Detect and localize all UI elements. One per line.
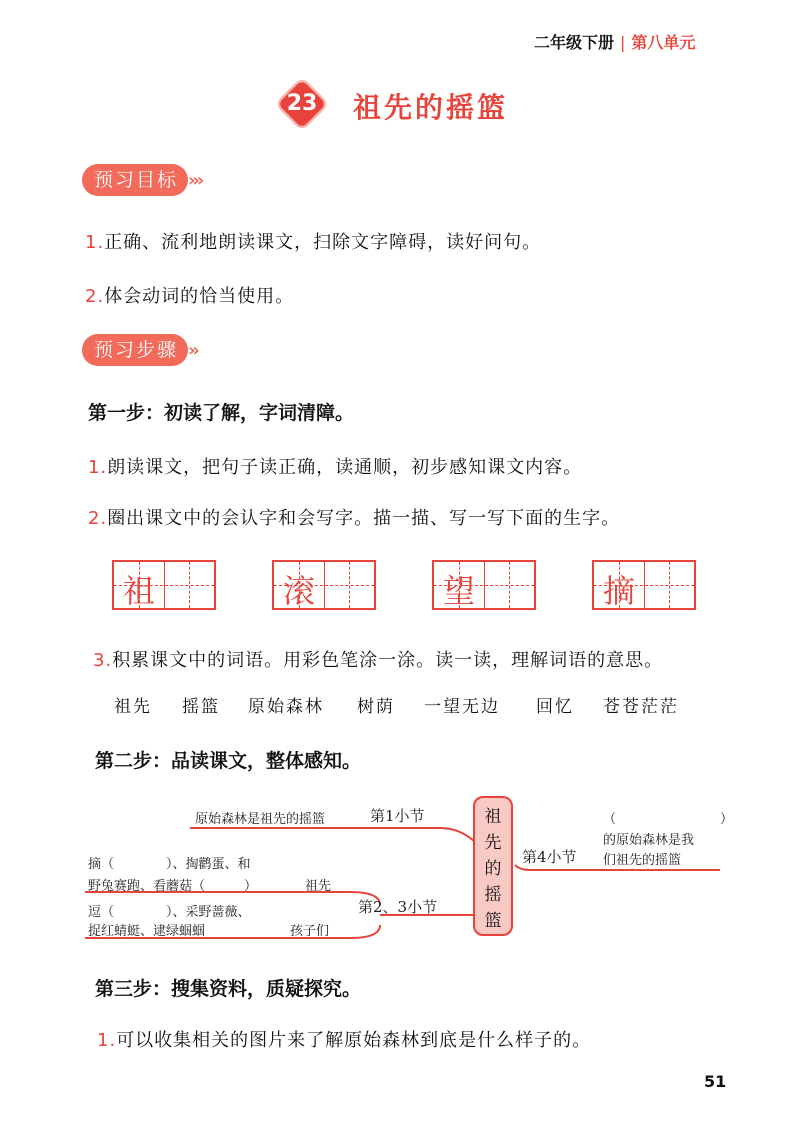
branch-1-label: 第1小节 bbox=[370, 807, 425, 825]
step3-title: 第三步：搜集资料，质疑探究。 bbox=[95, 978, 362, 1000]
writing-grid[interactable] bbox=[272, 560, 376, 610]
vocab-word: 树荫 bbox=[357, 697, 395, 717]
vocab-word: 一望无边 bbox=[424, 697, 500, 717]
step3-item-1 bbox=[97, 1026, 591, 1052]
writing-grid[interactable] bbox=[112, 560, 216, 610]
step1-item-2 bbox=[88, 504, 620, 530]
chevrons-right-icon: ›› bbox=[188, 339, 197, 361]
step1-title: 第一步：初读了解，字词清障。 bbox=[88, 402, 355, 424]
grid-divider bbox=[484, 562, 485, 608]
item-text: 积累课文中的词语。用彩色笔涂一涂。读一读，理解词语的意思。 bbox=[112, 650, 664, 671]
branch-4-blank[interactable]: （ ） bbox=[603, 812, 734, 827]
grid-guide bbox=[189, 562, 190, 608]
goal-item-2 bbox=[85, 282, 294, 308]
branch-23-line-1: 摘（ ）、掏鹳蛋、和 bbox=[88, 857, 251, 872]
grid-guide bbox=[349, 562, 350, 608]
step1-item-1 bbox=[88, 453, 582, 479]
grid-guide bbox=[509, 562, 510, 608]
item-number: 3. bbox=[93, 650, 113, 671]
goal-item-1 bbox=[85, 228, 541, 254]
item-number: 1. bbox=[97, 1030, 117, 1051]
vocab-word: 原始森林 bbox=[248, 697, 324, 717]
grid-divider bbox=[324, 562, 325, 608]
preview-goals-heading bbox=[82, 164, 201, 196]
practice-character: 祖 bbox=[122, 572, 155, 610]
preview-steps-pill: 预习步骤 bbox=[82, 334, 188, 366]
item-text: 朗读课文，把句子读正确，读通顺，初步感知课文内容。 bbox=[107, 457, 583, 478]
item-text: 可以收集相关的图片来了解原始森林到底是什么样子的。 bbox=[116, 1030, 592, 1051]
practice-character: 望 bbox=[442, 572, 475, 610]
goal-text: 体会动词的恰当使用。 bbox=[104, 286, 295, 307]
lesson-number-badge bbox=[280, 82, 324, 126]
step1-item-3 bbox=[93, 646, 663, 672]
item-number: 1. bbox=[88, 457, 108, 478]
branch-23-line-2: 野兔赛跑、看蘑菇（ ） bbox=[88, 879, 258, 894]
grid-guide bbox=[669, 562, 670, 608]
grid-divider bbox=[644, 562, 645, 608]
branch-4-label: 第4小节 bbox=[522, 848, 577, 866]
item-number: 2. bbox=[88, 508, 108, 529]
practice-character: 摘 bbox=[602, 572, 635, 610]
vocab-word: 回忆 bbox=[536, 697, 574, 717]
vocab-word: 祖先 bbox=[114, 697, 152, 717]
grid-divider bbox=[164, 562, 165, 608]
branch-23-tag-ancestors: 祖先 bbox=[305, 879, 332, 894]
goal-number: 1. bbox=[85, 232, 105, 253]
branch-1-text: 原始森林是祖先的摇篮 bbox=[195, 812, 326, 827]
goal-text: 正确、流利地朗读课文，扫除文字障碍，读好问句。 bbox=[104, 232, 542, 253]
step2-title: 第二步：品读课文，整体感知。 bbox=[95, 750, 362, 772]
lesson-title: 祖先的摇篮 bbox=[353, 91, 509, 124]
center-label: 祖先的摇篮 bbox=[484, 807, 502, 931]
chevrons-right-icon: ››› bbox=[188, 169, 202, 191]
branch-23-tag-children: 孩子们 bbox=[290, 924, 330, 939]
writing-grid[interactable] bbox=[432, 560, 536, 610]
running-header bbox=[534, 30, 695, 53]
item-text: 圈出课文中的会认字和会写字。描一描、写一写下面的生字。 bbox=[107, 508, 621, 529]
branch-23-line-4: 捉红蜻蜓、逮绿蝈蝈 bbox=[88, 924, 206, 939]
goal-number: 2. bbox=[85, 286, 105, 307]
mindmap-center-node bbox=[473, 796, 513, 936]
branch-4-line-2: 们祖先的摇篮 bbox=[603, 853, 682, 868]
lesson-number: 23 bbox=[286, 91, 318, 116]
grade-label: 二年级下册 bbox=[534, 33, 615, 52]
practice-character: 滚 bbox=[282, 572, 315, 610]
preview-goals-pill: 预习目标 bbox=[82, 164, 188, 196]
branch-23-label: 第2、3小节 bbox=[358, 898, 438, 916]
vocab-word: 苍苍茫茫 bbox=[603, 697, 679, 717]
writing-grid[interactable] bbox=[592, 560, 696, 610]
unit-label: 第八单元 bbox=[631, 33, 696, 52]
preview-steps-heading bbox=[82, 334, 197, 366]
branch-1-line bbox=[190, 828, 475, 842]
vocab-word: 摇篮 bbox=[182, 697, 220, 717]
page-number: 51 bbox=[704, 1072, 727, 1091]
header-divider: | bbox=[620, 33, 626, 52]
branch-4-line-1: 的原始森林是我 bbox=[603, 833, 695, 848]
branch-23-line-3: 逗（ ）、采野蔷薇、 bbox=[88, 905, 251, 920]
